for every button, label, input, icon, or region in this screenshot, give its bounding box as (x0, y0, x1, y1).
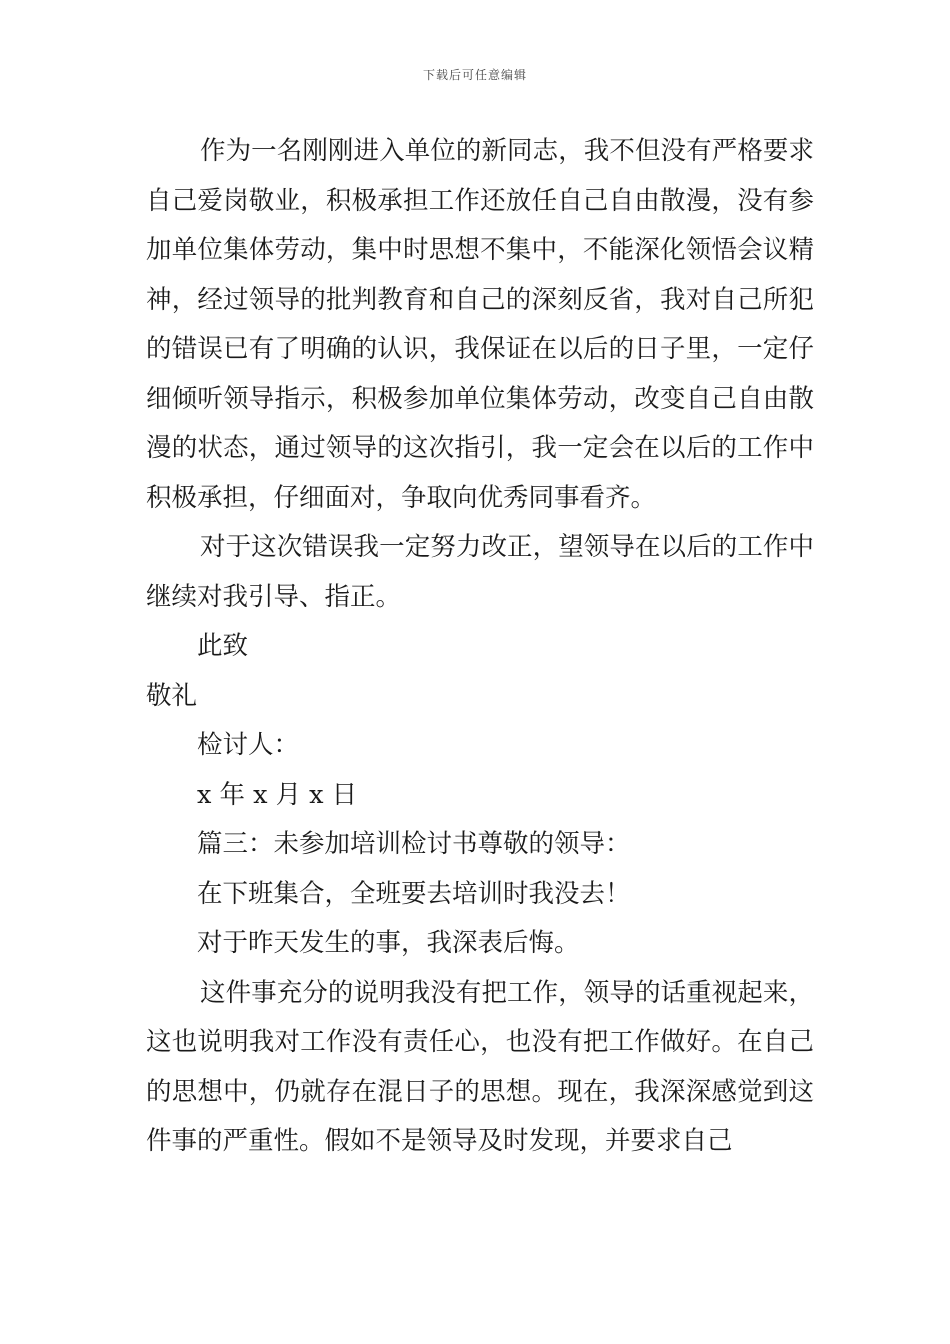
document-body (146, 127, 814, 1167)
section-heading: 篇三：未参加培训检讨书尊敬的领导： (197, 829, 631, 859)
paragraph-absence: 在下班集合，全班要去培训时我没去！ (197, 878, 631, 909)
signature-date: x 年 x 月 x 日 (197, 779, 358, 810)
paragraph-promise: 对于这次错误我一定努力改正，望领导在以后的工作中继续对我引导、指正。 (146, 532, 814, 612)
paragraph-regret: 对于昨天发生的事，我深表后悔。 (197, 928, 580, 958)
salutation-cizhi: 此致 (197, 631, 249, 661)
paragraph-reflection: 这件事充分的说明我没有把工作，领导的话重视起来，这也说明我对工作没有责任心，也没有把工作做好。在自己的思想中，仍就存在混日子的思想。现在，我深深感觉到这件事的严重性。假如不是领导及时发现，并要求自己 (146, 977, 814, 1156)
paragraph-self-criticism: 作为一名刚刚进入单位的新同志，我不但没有严格要求自己爱岗敬业，积极承担工作还放任自己自由散漫，没有参加单位集体劳动，集中时思想不集中，不能深化领悟会议精神，经过领导的批判教育和自己的深刻反省，我对自己所犯的错误已有了明确的认识，我保证在以后的日子里，一定仔细倾听领导指示，积极参加单位集体劳动，改变自己自由散漫的状态，通过领导的这次指引，我一定会在以后的工作中积极承担，仔细面对，争取向优秀同事看齐。 (146, 136, 814, 513)
header-note: 下载后可任意编辑 (422, 68, 527, 82)
signature-label: 检讨人： (197, 730, 300, 760)
salutation-jingli: 敬礼 (146, 680, 198, 711)
